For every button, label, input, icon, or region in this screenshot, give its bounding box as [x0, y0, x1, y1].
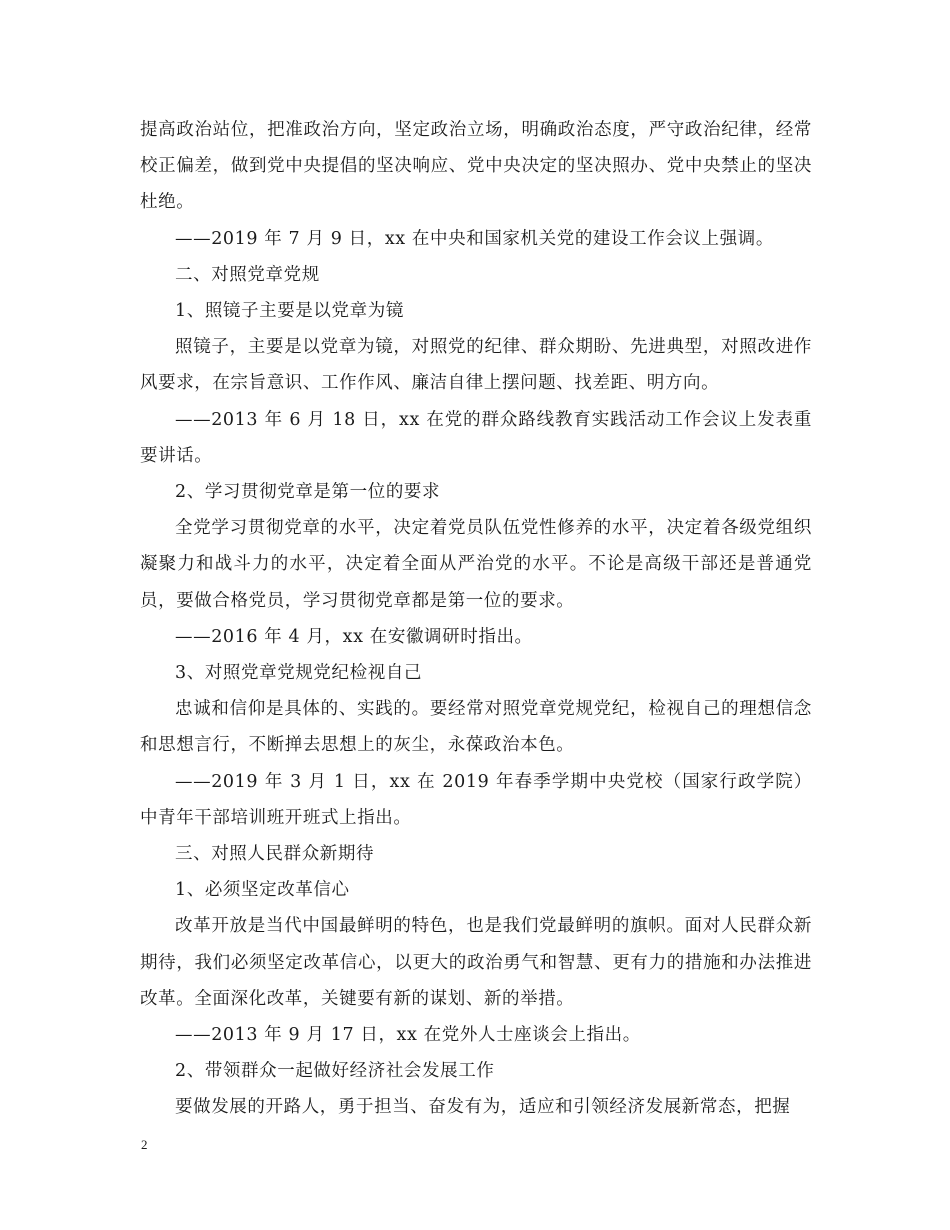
paragraph: ——2013 年 6 月 18 日，xx 在党的群众路线教育实践活动工作会议上发表重要讲话。	[140, 409, 812, 466]
paragraph: 全党学习贯彻党章的水平，决定着党员队伍党性修养的水平，决定着各级党组织凝聚力和战斗力的水平，决定着全面从严治党的水平。不论是高级干部还是普通党员，要做合格党员，学习贯彻党章都是第一位的要求。	[140, 518, 812, 611]
subsection-heading: 2、带领群众一起做好经济社会发展工作	[175, 1061, 495, 1082]
subsection-heading: 2、学习贯彻党章是第一位的要求	[175, 482, 441, 503]
paragraph: 要做发展的开路人，勇于担当、奋发有为，适应和引领经济发展新常态，把握	[175, 1097, 791, 1118]
paragraph: 改革开放是当代中国最鲜明的特色，也是我们党最鲜明的旗帜。面对人民群众新期待，我们必须坚定改革信心，以更大的政治勇气和智慧、更有力的措施和办法推进改革。全面深化改革，关键要有新的谋划、新的举措。	[140, 916, 812, 1009]
paragraph: ——2013 年 9 月 17 日，xx 在党外人士座谈会上指出。	[175, 1025, 641, 1046]
subsection-heading: 3、对照党章党规党纪检视自己	[175, 663, 423, 684]
document-body	[140, 112, 812, 1126]
page-number: 2	[141, 1137, 148, 1152]
paragraph: 忠诚和信仰是具体的、实践的。要经常对照党章党规党纪，检视自己的理想信念和思想言行，不断掸去思想上的灰尘，永葆政治本色。	[140, 699, 812, 756]
paragraph: ——2019 年 3 月 1 日，xx 在 2019 年春季学期中央党校（国家行政学院）中青年干部培训班开班式上指出。	[140, 771, 812, 828]
paragraph: 照镜子，主要是以党章为镜，对照党的纪律、群众期盼、先进典型，对照改进作风要求，在宗旨意识、工作作风、廉洁自律上摆问题、找差距、明方向。	[140, 337, 812, 394]
subsection-heading: 1、必须坚定改革信心	[175, 880, 350, 901]
paragraph: 提高政治站位，把准政治方向，坚定政治立场，明确政治态度，严守政治纪律，经常校正偏差，做到党中央提倡的坚决响应、党中央决定的坚决照办、党中央禁止的坚决杜绝。	[140, 120, 812, 213]
section-heading: 三、对照人民群众新期待	[175, 844, 375, 865]
paragraph: ——2019 年 7 月 9 日，xx 在中央和国家机关党的建设工作会议上强调。	[175, 228, 774, 249]
paragraph: ——2016 年 4 月，xx 在安徽调研时指出。	[175, 626, 533, 647]
subsection-heading: 1、照镜子主要是以党章为镜	[175, 301, 404, 322]
section-heading: 二、对照党章党规	[175, 264, 320, 285]
